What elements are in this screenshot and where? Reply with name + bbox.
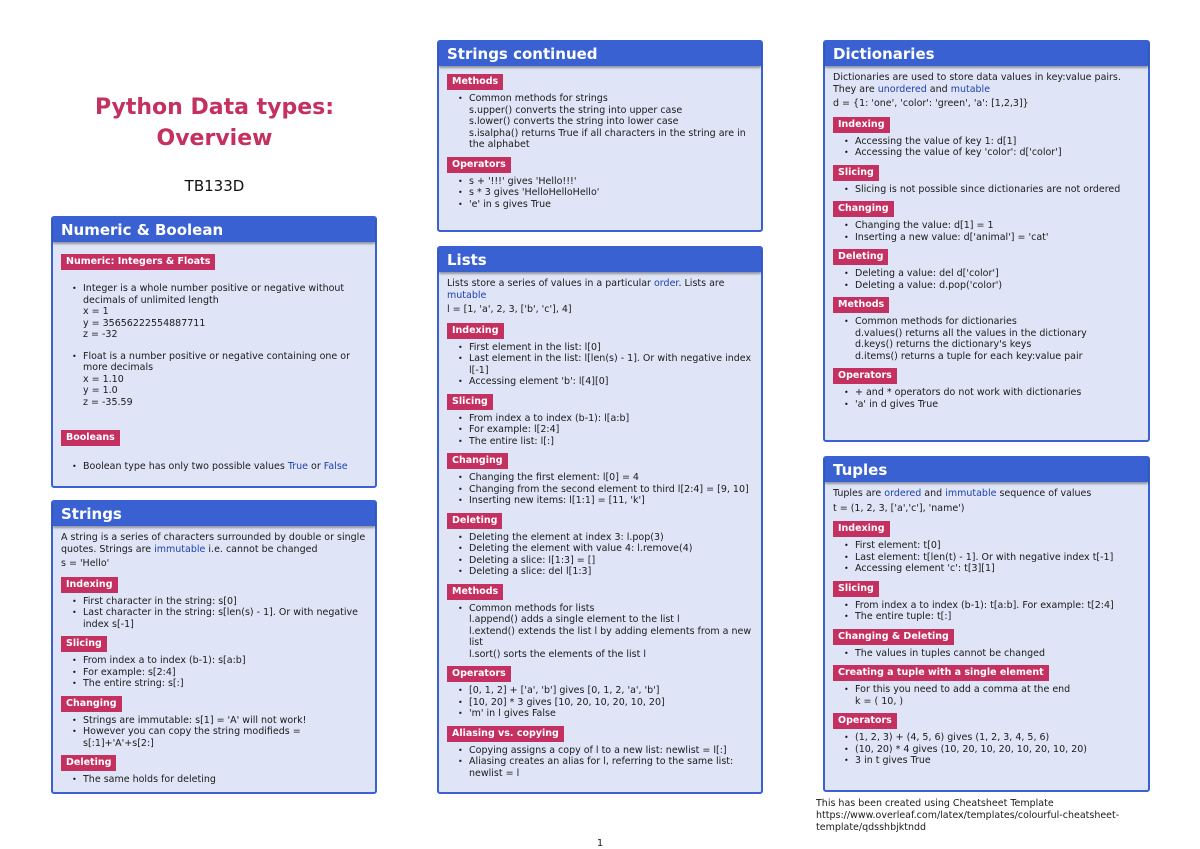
list-item: • For example: s[2:4] — [83, 667, 367, 679]
list-item: • Deleting a slice: del l[1:3] — [469, 566, 753, 578]
subheading: Operators — [833, 713, 897, 729]
subheading: Changing — [61, 696, 122, 712]
list-item: • The entire string: s[:] — [83, 678, 367, 690]
subheading: Aliasing vs. copying — [447, 726, 564, 742]
list-item: • (1, 2, 3) + (4, 5, 6) gives (1, 2, 3, 4, 5, 6) — [855, 732, 1140, 744]
list-item: • For example: l[2:4] — [469, 424, 753, 436]
list-item: • 'e' in s gives True — [469, 199, 753, 211]
example-code: t = (1, 2, 3, ['a','c'], 'name') — [833, 502, 965, 514]
box-header: Strings — [53, 502, 375, 526]
list-item: • From index a to index (b-1): t[a:b]. For example: t[2:4] — [855, 600, 1140, 612]
list-item: • 3 in t gives True — [855, 755, 1140, 767]
list-item: • Slicing is not possible since dictionaries are not ordered — [855, 184, 1140, 196]
strings-box — [51, 500, 377, 794]
list-item: • Changing the first element: l[0] = 4 — [469, 472, 753, 484]
intro-text: Tuples are ordered and immutable sequence of values — [833, 488, 1092, 499]
list-item: • Accessing the value of key 'color': d['color'] — [855, 147, 1140, 159]
dictionaries-box — [823, 40, 1150, 442]
list-item: • The values in tuples cannot be changed — [855, 648, 1140, 660]
subheading: Operators — [447, 666, 511, 682]
subheading: Slicing — [447, 394, 493, 410]
subheading: Indexing — [833, 521, 890, 537]
list-item: • Float is a number positive or negative containing one or more decimals x = 1.10 y = 1.0 z = -35.59 — [83, 351, 367, 409]
list-item: • Common methods for dictionaries d.values() returns all the values in the dictionary d.keys() returns the dictionary's keys d.items() returns a tuple for each key:value pair — [855, 316, 1140, 362]
strings-continued-box — [437, 40, 763, 232]
list-item: • (10, 20) * 4 gives (10, 20, 10, 20, 10, 20, 10, 20) — [855, 744, 1140, 756]
subheading: Operators — [447, 157, 511, 173]
subheading: Indexing — [833, 117, 890, 133]
subheading: Slicing — [61, 636, 107, 652]
tuples-box — [823, 456, 1150, 792]
subheading: Changing — [833, 201, 894, 217]
list-item: • Strings are immutable: s[1] = 'A' will not work! — [83, 715, 367, 727]
intro-text: Lists store a series of values in a particular order. Lists are mutable — [447, 278, 725, 301]
list-item: • Changing the value: d[1] = 1 — [855, 220, 1140, 232]
list-item: • Changing from the second element to third l[2:4] = [9, 10] — [469, 484, 753, 496]
list-item: • 'm' in l gives False — [469, 708, 753, 720]
list-item: • First character in the string: s[0] — [83, 596, 367, 608]
list-item: • The entire list: l[:] — [469, 436, 753, 448]
footer-credit: This has been created using Cheatsheet Template https://www.overleaf.com/latex/templates/colourful-cheatsheet-template/qdsshbjktndd — [816, 798, 1120, 833]
list-item: • [0, 1, 2] + ['a', 'b'] gives [0, 1, 2, 'a', 'b'] — [469, 685, 753, 697]
list-item: • Deleting a slice: l[1:3] = [] — [469, 555, 753, 567]
intro-text: Dictionaries are used to store data values in key:value pairs. They are unordered and mutable — [833, 72, 1121, 95]
list-item: • Accessing element 'b': l[4][0] — [469, 376, 753, 388]
list-item: • 'a' in d gives True — [855, 399, 1140, 411]
box-header: Dictionaries — [825, 42, 1148, 66]
example-code: d = {1: 'one', 'color': 'green', 'a': [1,2,3]} — [833, 98, 1029, 109]
subheading: Slicing — [833, 165, 879, 181]
list-item: • Accessing the value of key 1: d[1] — [855, 136, 1140, 148]
list-item: • Common methods for strings s.upper() converts the string into upper case s.lower() converts the string into lower case s.isalpha() returns True if all characters in the string are in the alphabet — [469, 93, 753, 151]
list-item: • Deleting a value: del d['color'] — [855, 268, 1140, 280]
subheading: Indexing — [447, 323, 504, 339]
list-item: • [10, 20] * 3 gives [10, 20, 10, 20, 10, 20] — [469, 697, 753, 709]
page-title: Python Data types: Overview — [94, 95, 335, 151]
list-item: • The same holds for deleting — [83, 774, 367, 786]
list-item: • From index a to index (b-1): s[a:b] — [83, 655, 367, 667]
list-item: • Common methods for lists l.append() adds a single element to the list l l.extend() extends the list l by adding elements from a new list l.sort() sorts the elements of the list l — [469, 603, 753, 661]
list-item: • s * 3 gives 'HelloHelloHello' — [469, 187, 753, 199]
list-item: • Deleting a value: d.pop('color') — [855, 280, 1140, 292]
subheading: Indexing — [61, 577, 118, 593]
list-item: • Last element: t[len(t) - 1]. Or with negative index t[-1] — [855, 552, 1140, 564]
box-header: Strings continued — [439, 42, 761, 66]
list-item: • s + '!!!' gives 'Hello!!!' — [469, 176, 753, 188]
subheading: Changing — [447, 453, 508, 469]
subheading: Creating a tuple with a single element — [833, 665, 1049, 681]
subheading: Booleans — [61, 430, 120, 446]
list-item: • Boolean type has only two possible values True or False — [83, 461, 367, 473]
subheading: Numeric: Integers & Floats — [61, 254, 215, 270]
list-item: • First element in the list: l[0] — [469, 342, 753, 354]
list-item: • Copying assigns a copy of l to a new list: newlist = l[:] — [469, 745, 753, 757]
list-item: • First element: t[0] — [855, 540, 1140, 552]
list-item: • Accessing element 'c': t[3][1] — [855, 563, 1140, 575]
example-code: l = [1, 'a', 2, 3, ['b', 'c'], 4] — [447, 304, 572, 315]
list-item: • For this you need to add a comma at the end k = ( 10, ) — [855, 684, 1140, 707]
list-item: • Deleting the element with value 4: l.remove(4) — [469, 543, 753, 555]
list-item: • However you can copy the string modifieds = s[:1]+'A'+s[2:] — [83, 726, 367, 749]
box-header: Tuples — [825, 458, 1148, 482]
subheading: Deleting — [447, 513, 502, 529]
subheading: Methods — [447, 584, 503, 600]
list-item: • Inserting a new value: d['animal'] = 'cat' — [855, 232, 1140, 244]
subheading: Methods — [447, 74, 503, 90]
subheading: Changing & Deleting — [833, 629, 954, 645]
course-code: TB133D — [184, 177, 245, 195]
lists-box — [437, 246, 763, 794]
list-item: • Last character in the string: s[len(s) - 1]. Or with negative index s[-1] — [83, 607, 367, 630]
list-item: • The entire tuple: t[:] — [855, 611, 1140, 623]
subheading: Deleting — [61, 755, 116, 771]
numeric-boolean-box — [51, 216, 377, 488]
subheading: Operators — [833, 368, 897, 384]
box-header: Numeric & Boolean — [53, 218, 375, 242]
page-number: 1 — [596, 838, 604, 849]
list-item: • + and * operators do not work with dictionaries — [855, 387, 1140, 399]
subheading: Deleting — [833, 249, 888, 265]
list-item: • Integer is a whole number positive or negative without decimals of unlimited length x = 1 y = 35656222554887711 z = -32 — [83, 283, 367, 341]
box-header: Lists — [439, 248, 761, 272]
subheading: Slicing — [833, 581, 879, 597]
list-item: • Last element in the list: l[len(s) - 1]. Or with negative index l[-1] — [469, 353, 753, 376]
list-item: • Deleting the element at index 3: l.pop(3) — [469, 532, 753, 544]
subheading: Methods — [833, 297, 889, 313]
example-code: s = 'Hello' — [61, 558, 110, 569]
intro-text: A string is a series of characters surrounded by double or single quotes. Strings are immutable i.e. cannot be changed — [61, 532, 366, 555]
list-item: • Aliasing creates an alias for l, referring to the same list: newlist = l — [469, 756, 753, 779]
list-item: • From index a to index (b-1): l[a:b] — [469, 413, 753, 425]
list-item: • Inserting new items: l[1:1] = [11, 'k'] — [469, 495, 753, 507]
